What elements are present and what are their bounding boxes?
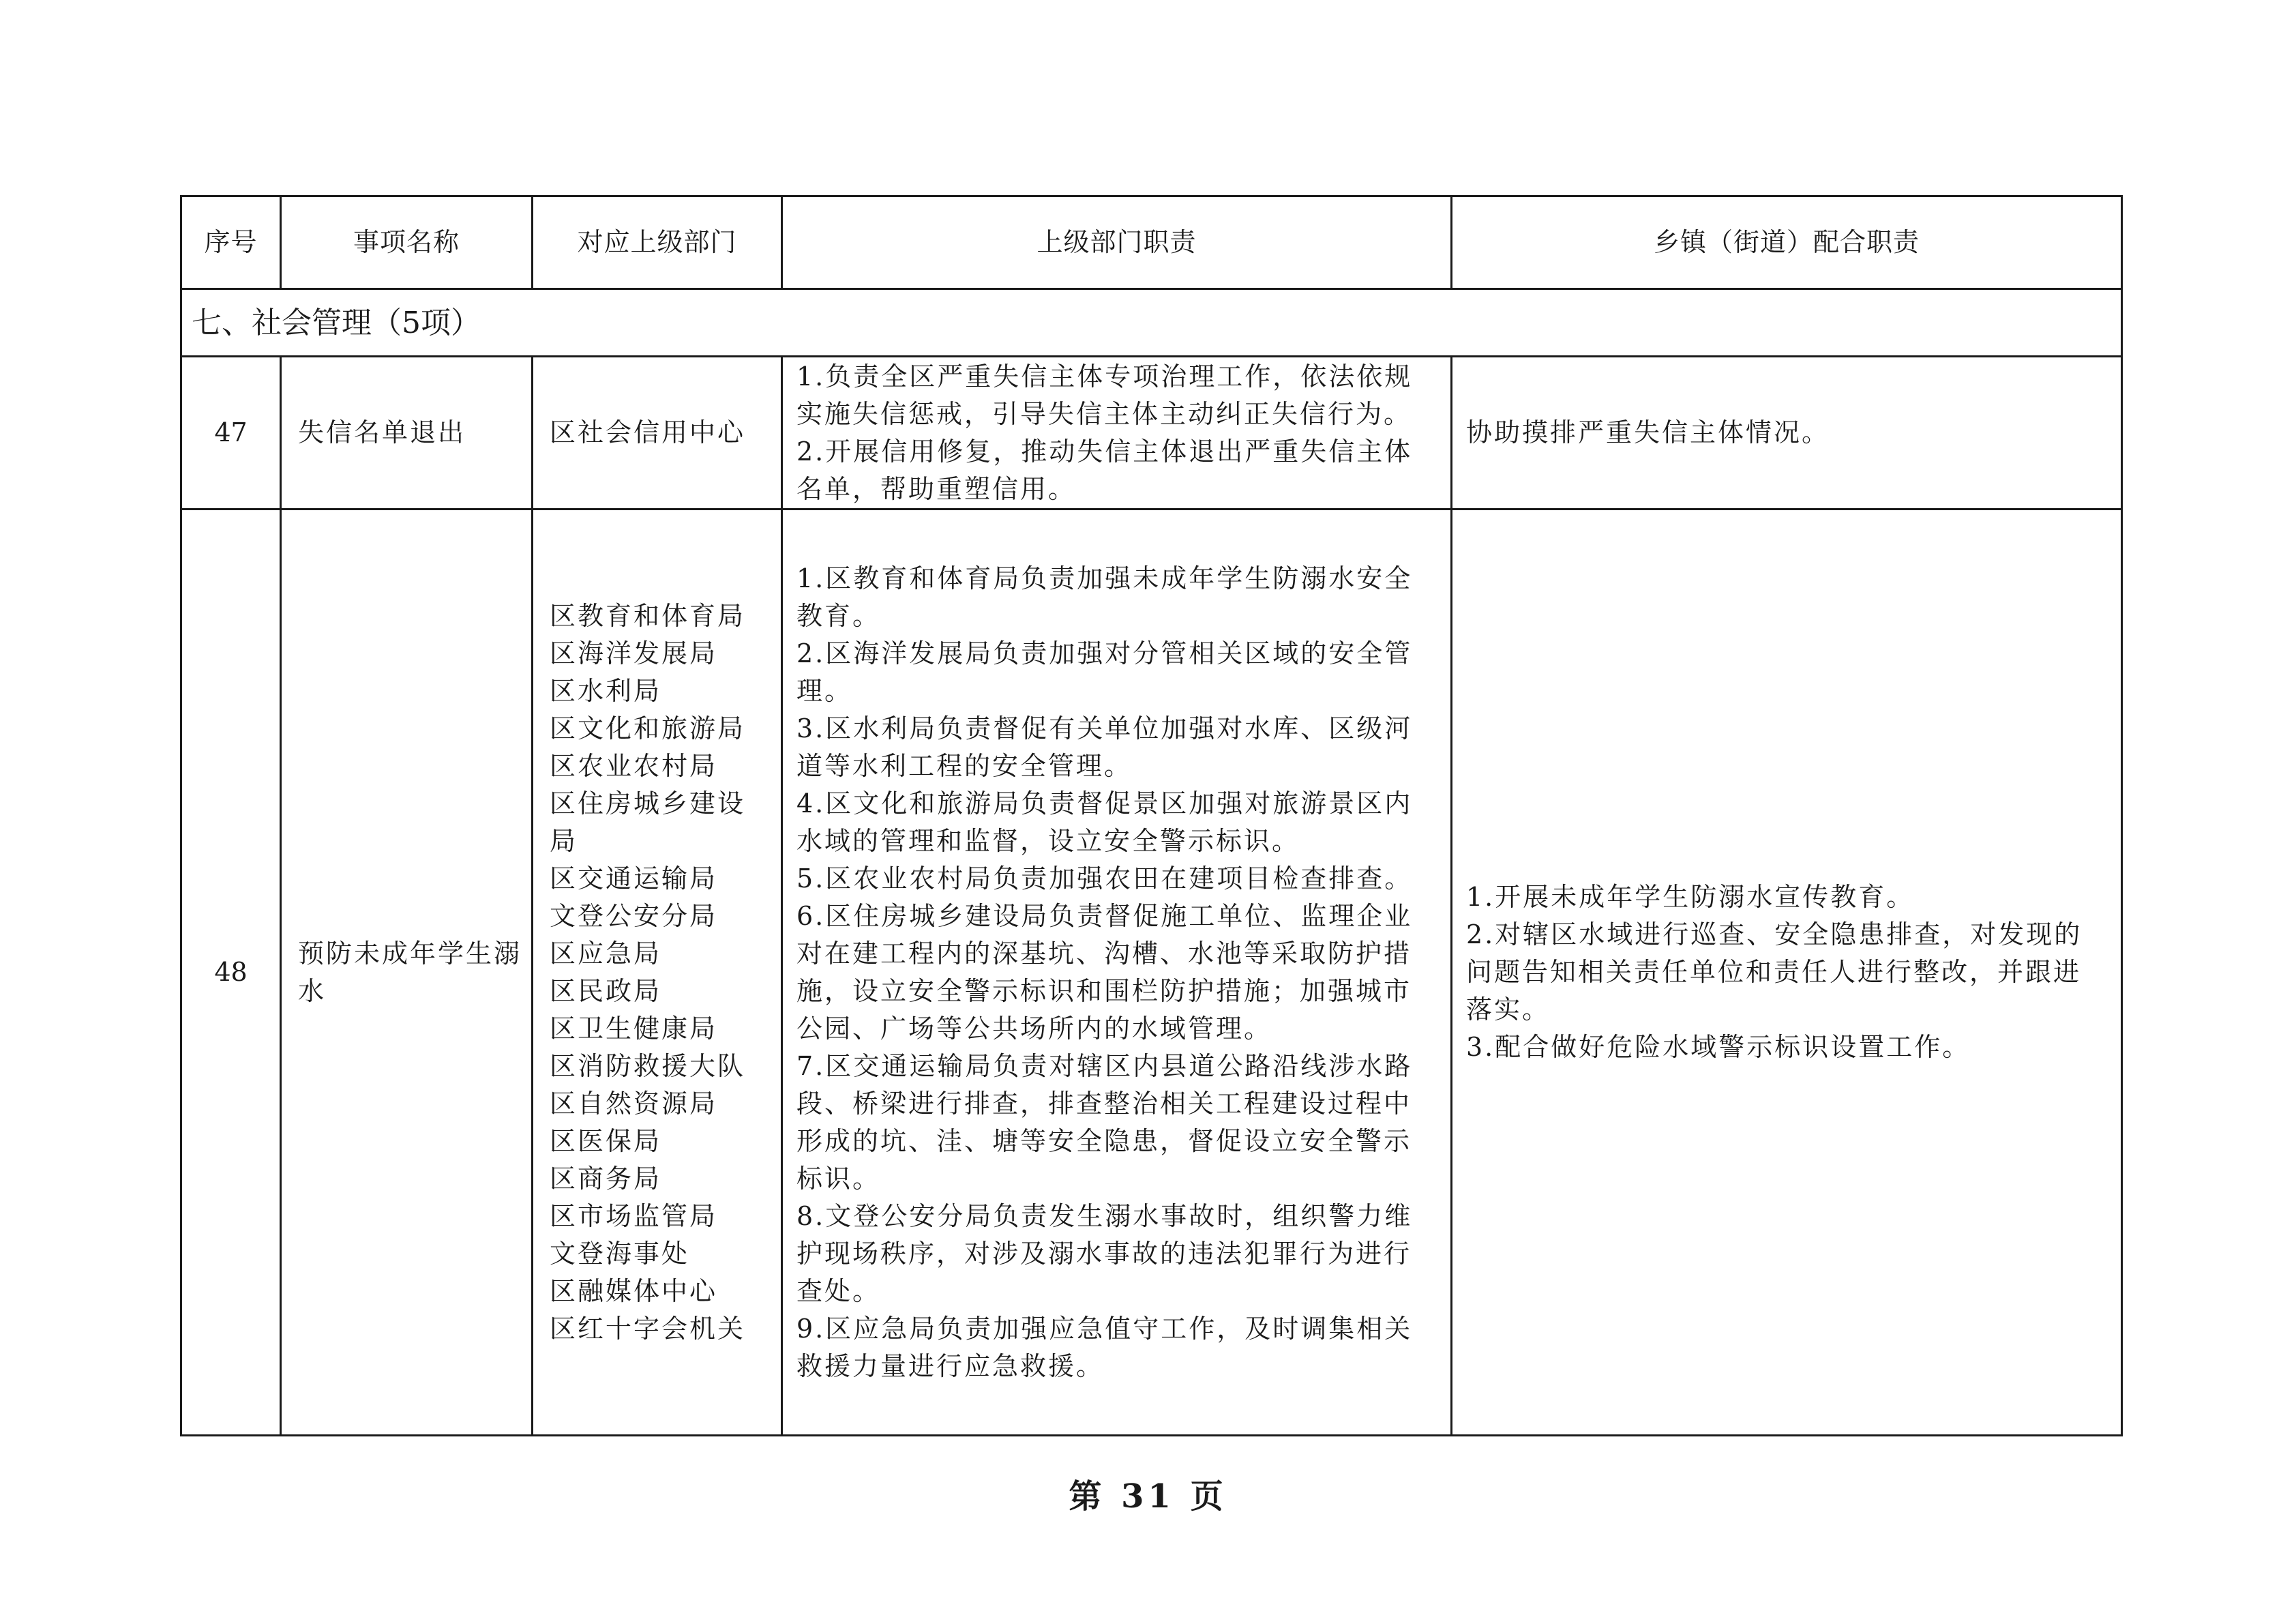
town-duty-cell	[1452, 357, 2122, 510]
duty-line: 水域的管理和监督，设立安全警示标识。	[796, 825, 1300, 856]
department-item: 区水利局	[550, 675, 662, 706]
duty-line: 2.开展信用修复，推动失信主体退出严重失信主体	[796, 436, 1413, 467]
town-duty-line: 3.配合做好危险水域警示标识设置工作。	[1466, 1032, 1971, 1062]
table-header-row	[181, 196, 2122, 289]
header-superior-duty: 上级部门职责	[782, 196, 1452, 289]
duty-line: 查处。	[796, 1275, 881, 1306]
department-item: 文登公安分局	[550, 900, 718, 931]
duty-line: 理。	[796, 675, 853, 706]
department-item: 区海洋发展局	[550, 638, 718, 668]
duty-line: 1.负责全区严重失信主体专项治理工作，依法依规	[796, 361, 1413, 392]
section-row	[181, 289, 2122, 357]
department-item: 区文化和旅游局	[550, 713, 746, 743]
department-item: 区农业农村局	[550, 750, 718, 781]
department-item: 区自然资源局	[550, 1088, 718, 1119]
duty-line: 1.区教育和体育局负责加强未成年学生防溺水安全	[796, 563, 1413, 593]
department-item: 区社会信用中心	[550, 417, 746, 447]
page-number: 第 31 页	[1069, 1477, 1227, 1516]
town-duty-line: 协助摸排严重失信主体情况。	[1466, 417, 1830, 447]
header-superior-dept: 对应上级部门	[533, 196, 782, 289]
department-list	[533, 357, 782, 510]
duty-line: 8.文登公安分局负责发生溺水事故时，组织警力维	[796, 1200, 1413, 1231]
duty-line: 对在建工程内的深基坑、沟槽、水池等采取防护措	[796, 938, 1412, 969]
town-duty-line: 问题告知相关责任单位和责任人进行整改，并跟进	[1466, 957, 2082, 987]
town-duty-cell	[1452, 510, 2122, 1436]
duty-line: 4.区文化和旅游局负责督促景区加强对旅游景区内	[796, 788, 1413, 818]
town-duty-line: 落实。	[1466, 994, 1551, 1024]
duty-line: 教育。	[796, 600, 881, 631]
duty-line: 7.区交通运输局负责对辖区内县道公路沿线涉水路	[796, 1050, 1413, 1081]
header-seq: 序号	[181, 196, 281, 289]
duty-line: 施，设立安全警示标识和围栏防护措施；加强城市	[796, 975, 1412, 1006]
department-item: 区消防救援大队	[550, 1050, 746, 1081]
superior-duty-cell	[782, 510, 1452, 1436]
department-item: 区红十字会机关	[550, 1313, 746, 1344]
department-item: 文登海事处	[550, 1238, 690, 1269]
department-item: 区卫生健康局	[550, 1013, 718, 1044]
row-number: 47	[181, 357, 281, 510]
responsibility-table	[180, 195, 2123, 1436]
item-name: 预防未成年学生溺水	[281, 510, 533, 1436]
department-list	[533, 510, 782, 1436]
department-item: 区市场监管局	[550, 1200, 718, 1231]
department-item: 区医保局	[550, 1125, 662, 1156]
row-number: 48	[181, 510, 281, 1436]
duty-line: 6.区住房城乡建设局负责督促施工单位、监理企业	[796, 900, 1413, 931]
duty-line: 3.区水利局负责督促有关单位加强对水库、区级河	[796, 713, 1413, 743]
duty-line: 实施失信惩戒，引导失信主体主动纠正失信行为。	[796, 398, 1412, 429]
duty-line: 公园、广场等公共场所内的水域管理。	[796, 1013, 1272, 1044]
header-item-name: 事项名称	[281, 196, 533, 289]
duty-line: 救援力量进行应急救援。	[796, 1350, 1105, 1381]
town-duty-line: 1.开展未成年学生防溺水宣传教育。	[1466, 882, 1915, 912]
duty-line: 2.区海洋发展局负责加强对分管相关区域的安全管	[796, 638, 1413, 668]
header-town-duty: 乡镇（街道）配合职责	[1452, 196, 2122, 289]
duty-line: 段、桥梁进行排查，排查整治相关工程建设过程中	[796, 1088, 1412, 1119]
duty-line: 9.区应急局负责加强应急值守工作，及时调集相关	[796, 1313, 1413, 1344]
department-item: 区民政局	[550, 975, 662, 1006]
town-duty-line: 2.对辖区水域进行巡查、安全隐患排查，对发现的	[1466, 919, 2083, 949]
department-item: 区融媒体中心	[550, 1275, 718, 1306]
duty-line: 标识。	[796, 1163, 881, 1194]
section-title: 七、社会管理（5项）	[181, 289, 2122, 357]
department-item: 区住房城乡建设	[550, 788, 746, 818]
table-row	[181, 510, 2122, 1436]
department-item: 区教育和体育局	[550, 600, 746, 631]
duty-line: 道等水利工程的安全管理。	[796, 750, 1133, 781]
duty-line: 护现场秩序，对涉及溺水事故的违法犯罪行为进行	[796, 1238, 1412, 1269]
department-item: 区商务局	[550, 1163, 662, 1194]
duty-line: 形成的坑、洼、塘等安全隐患，督促设立安全警示	[796, 1125, 1412, 1156]
department-item: 局	[550, 825, 578, 856]
department-item: 区交通运输局	[550, 863, 718, 894]
superior-duty-cell	[782, 357, 1452, 510]
department-item: 区应急局	[550, 938, 662, 969]
duty-line: 名单，帮助重塑信用。	[796, 473, 1077, 504]
table-row	[181, 357, 2122, 510]
item-name: 失信名单退出	[281, 357, 533, 510]
duty-line: 5.区农业农村局负责加强农田在建项目检查排查。	[796, 863, 1413, 894]
